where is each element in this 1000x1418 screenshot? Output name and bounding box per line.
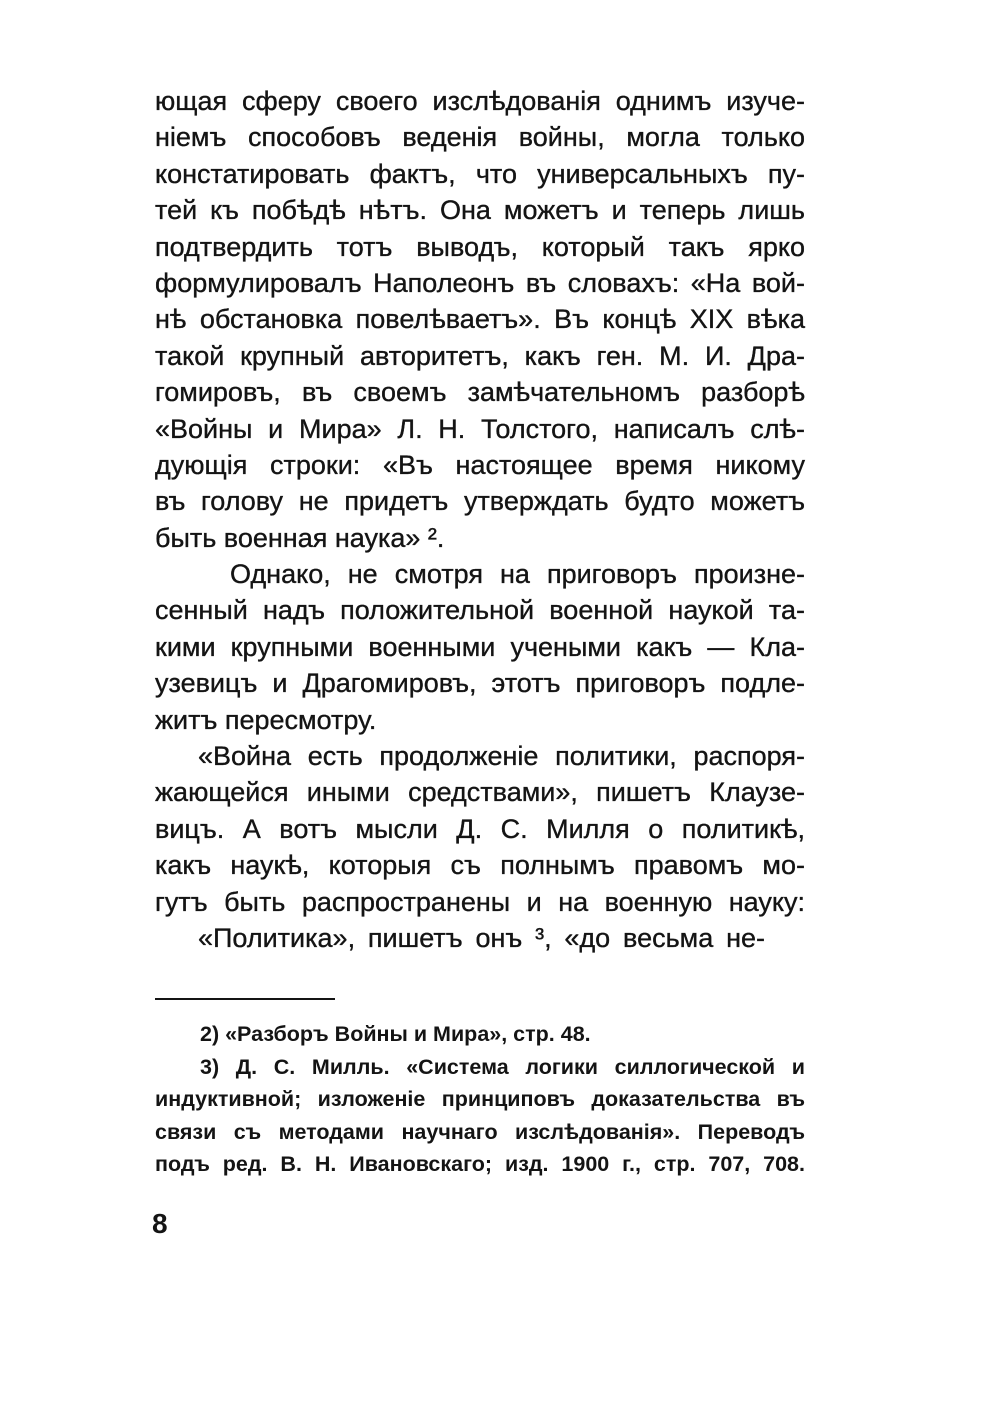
paragraph	[155, 83, 805, 556]
footnote-line: 3) Д. С. Милль. «Система логики силлогической и	[200, 1054, 805, 1079]
text-line: въ голову не придетъ утверждать будто можетъ	[155, 486, 805, 517]
text-line: быть военная наука» ².	[155, 522, 445, 553]
text-line: нѣ обстановка повелѣваетъ». Въ концѣ XIX вѣка	[155, 304, 805, 335]
text-line: вицъ. А вотъ мысли Д. С. Милля о политикѣ,	[155, 813, 805, 844]
text-line: дующія строки: «Въ настоящее время никому	[155, 449, 805, 480]
text-line: подтвердить тотъ выводъ, который такъ ярко	[155, 231, 805, 262]
paragraph	[155, 556, 805, 738]
text-line: констатировать фактъ, что универсальныхъ пу-	[155, 158, 805, 189]
footnotes	[155, 1018, 805, 1181]
text-line: тей къ побѣдѣ нѣтъ. Она можетъ и теперь лишь	[155, 195, 805, 226]
text-line: гомировъ, въ своемъ замѣчательномъ разборѣ	[155, 377, 805, 408]
main-text	[155, 83, 805, 956]
footnote	[155, 1018, 805, 1051]
text-line: гутъ быть распространены и на военную науку:	[155, 886, 805, 917]
footnote	[155, 1051, 805, 1181]
text-line: «Войны и Мира» Л. Н. Толстого, написалъ слѣ-	[155, 413, 805, 444]
footnote-line: связи съ методами научнаго изслѣдованія». Переводъ	[155, 1119, 805, 1144]
text-line: сенный надъ положительной военной наукой та-	[155, 595, 805, 626]
text-line: узевицъ и Драгомировъ, этотъ приговоръ подле-	[155, 668, 805, 699]
page-number: 8	[152, 1208, 168, 1239]
text-line: житъ пересмотру.	[155, 704, 377, 735]
text-line: Однако, не смотря на приговоръ произне-	[230, 559, 805, 590]
text-line: «Война есть продолженіе политики, распоря-	[198, 741, 805, 772]
text-line: ніемъ способовъ веденія войны, могла только	[155, 122, 805, 153]
footnote-line: подъ ред. В. Н. Ивановскаго; изд. 1900 г., стр. 707, 708.	[155, 1152, 805, 1176]
text-line: формулировалъ Наполеонъ въ словахъ: «На вой-	[155, 267, 805, 298]
paragraph	[155, 738, 805, 920]
text-line: такой крупный авторитетъ, какъ ген. М. И. Дра-	[155, 340, 805, 371]
text-line: ющая сферу своего изслѣдованія однимъ изуче-	[155, 86, 805, 116]
footnote-line: индуктивной; изложеніе принциповъ доказательства въ	[155, 1087, 805, 1111]
text-line: «Политика», пишетъ онъ ³, «до весьма не-	[198, 922, 765, 953]
text-line: жающейся иными средствами», пишетъ Клаузе-	[155, 777, 805, 808]
paragraph	[155, 920, 805, 956]
footnote-rule	[155, 998, 335, 1000]
text-line: кими крупными военными учеными какъ — Кла-	[155, 631, 805, 662]
footnote-line: 2) «Разборъ Войны и Мира», стр. 48.	[200, 1022, 591, 1046]
text-line: какъ наукѣ, которыя съ полнымъ правомъ мо-	[155, 850, 805, 881]
